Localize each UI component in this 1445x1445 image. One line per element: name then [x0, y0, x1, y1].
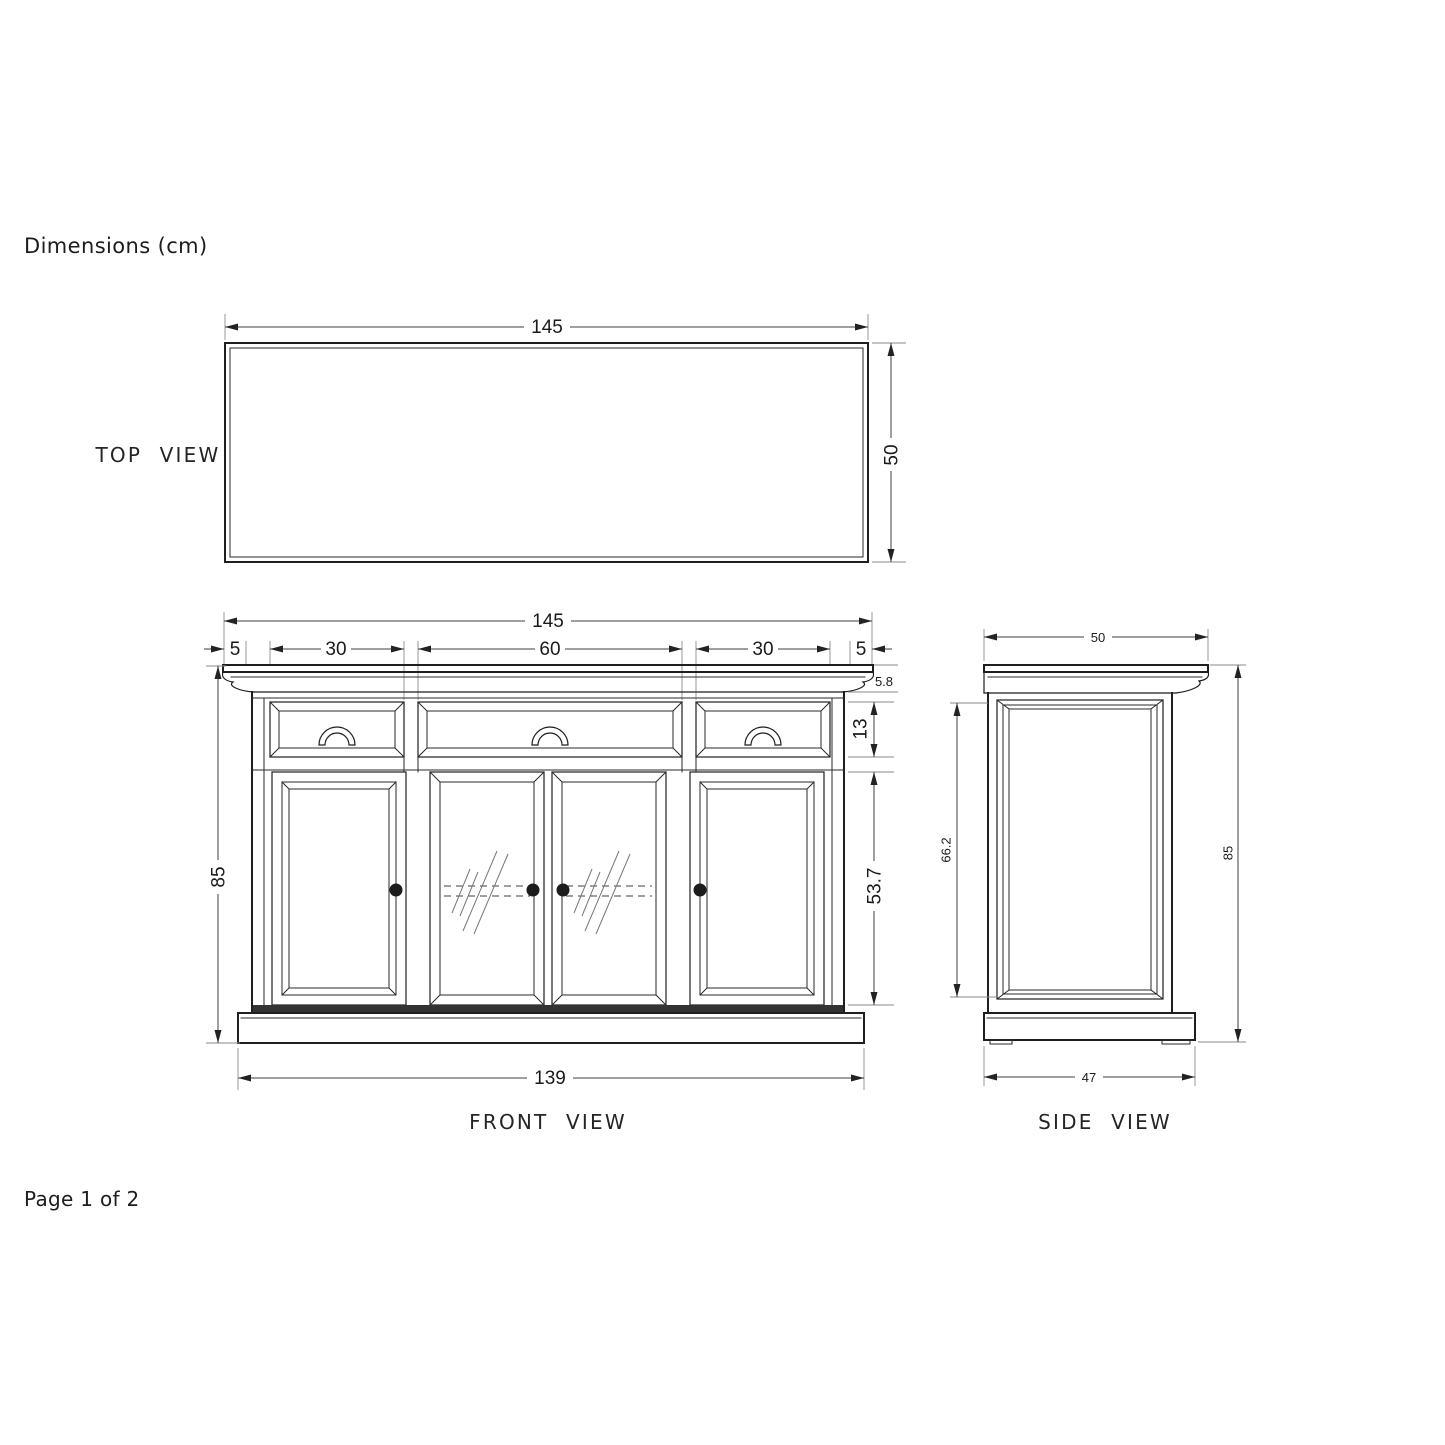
front-view-label: FRONT VIEW — [469, 1110, 627, 1134]
front-overhang-right-value: 5 — [855, 639, 867, 660]
front-drawer-center-value: 60 — [539, 639, 561, 660]
front-drawer-left-value: 30 — [325, 639, 347, 660]
side-base-depth-value: 47 — [1081, 1070, 1097, 1085]
page-title: Dimensions (cm) — [24, 234, 208, 258]
front-top-thickness-value: 5.8 — [874, 674, 894, 689]
front-door-height-value: 53.7 — [864, 867, 886, 905]
front-top-width-value: 145 — [532, 611, 564, 632]
door-knob — [694, 884, 707, 897]
door-knob — [557, 884, 570, 897]
side-opening-height-value: 66.2 — [938, 837, 954, 863]
front-base-width-value: 139 — [534, 1068, 566, 1089]
front-drawer-height-value: 13 — [850, 718, 872, 740]
front-height-value: 85 — [208, 866, 230, 888]
front-drawer-right-value: 30 — [752, 639, 774, 660]
top-view-width-value: 145 — [531, 317, 563, 338]
front-overhang-left-value: 5 — [229, 639, 241, 660]
door-knob — [527, 884, 540, 897]
side-top-depth-value: 50 — [1090, 630, 1106, 645]
top-view-label: TOP VIEW — [95, 443, 221, 467]
side-height-value: 85 — [1220, 845, 1236, 861]
top-view-depth-value: 50 — [881, 444, 903, 466]
page-footer: Page 1 of 2 — [24, 1187, 140, 1211]
side-view-label: SIDE VIEW — [1038, 1110, 1172, 1134]
door-knob — [390, 884, 403, 897]
